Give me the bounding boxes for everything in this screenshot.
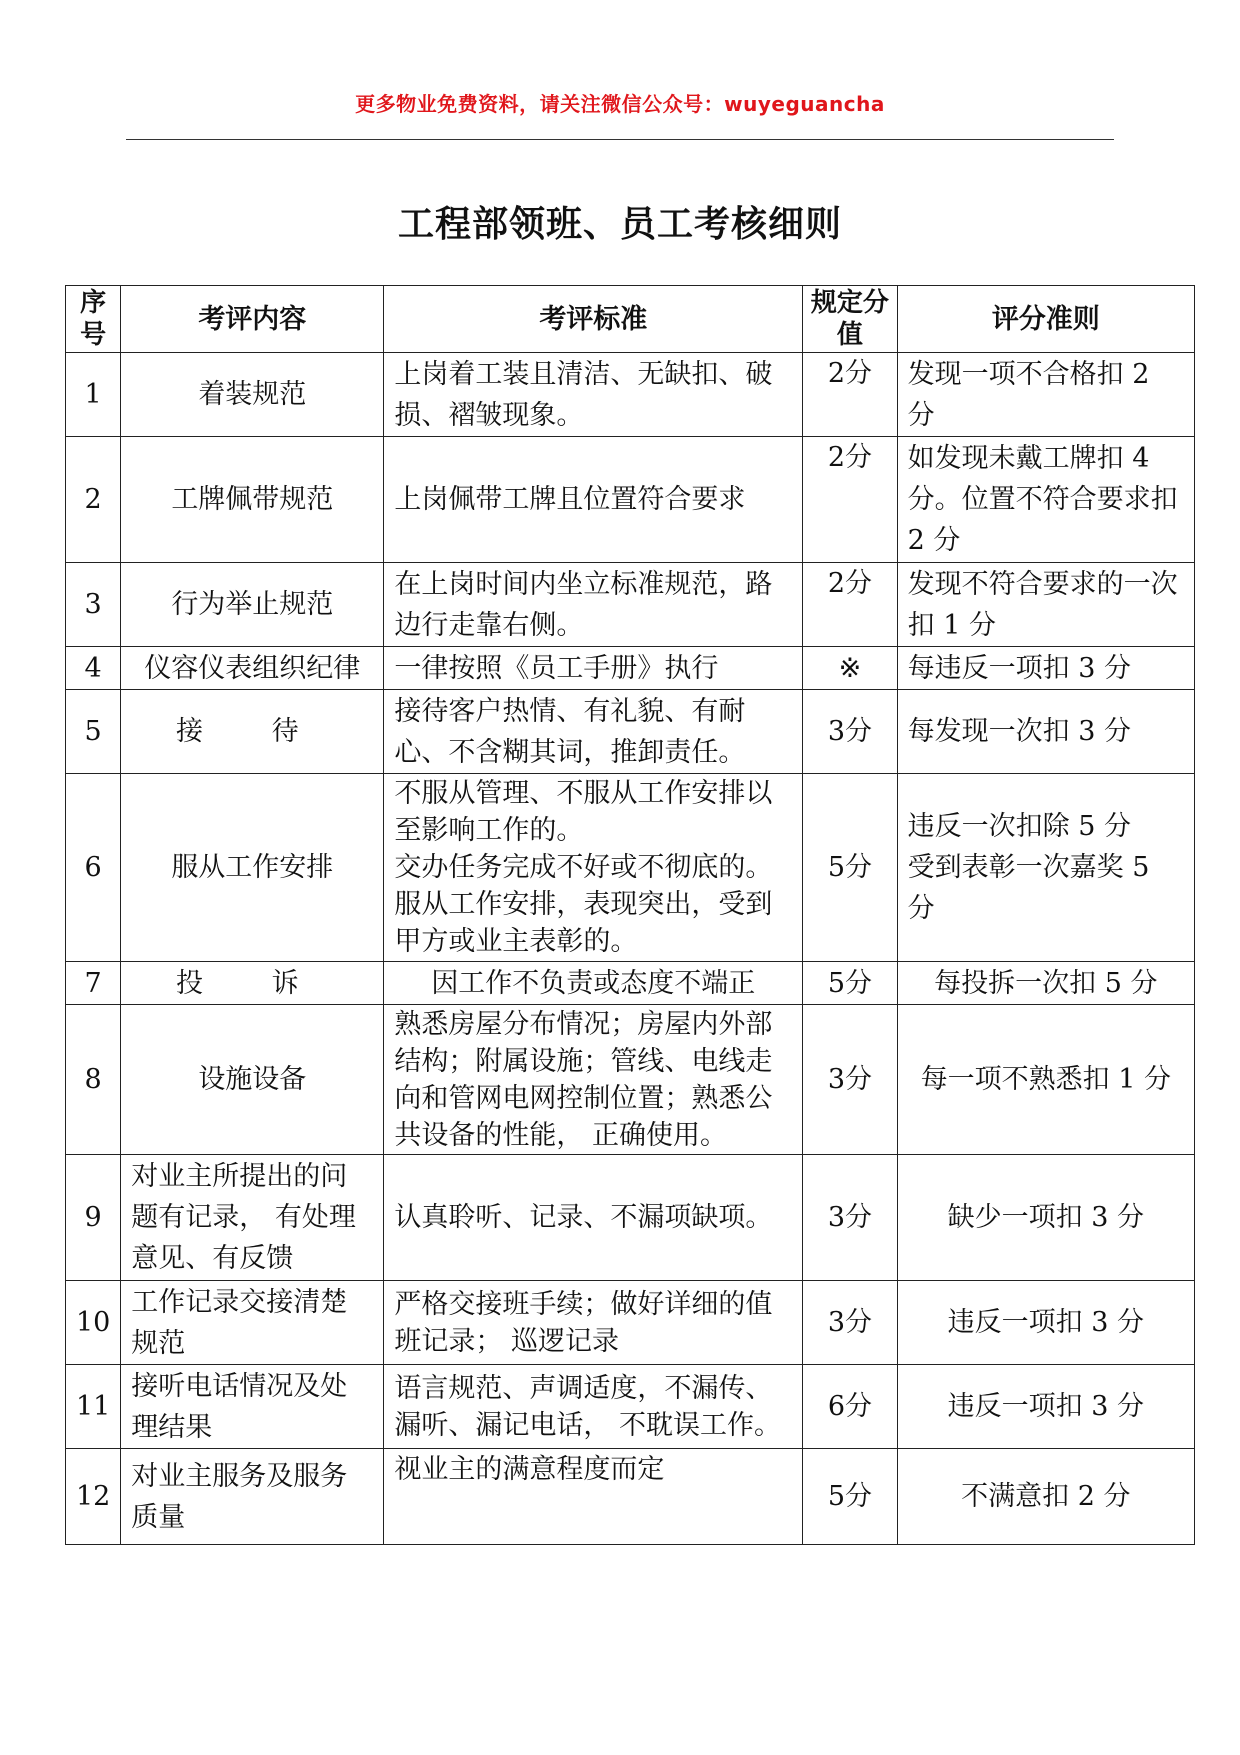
table-row: [66, 647, 1195, 690]
header-item: 考评内容: [121, 286, 384, 353]
cell-standard: 上岗着工装且清洁、无缺扣、破损、褶皱现象。: [384, 353, 803, 437]
cell-score: 2分: [803, 437, 897, 563]
cell-score: ※: [803, 647, 897, 690]
table-row: [66, 690, 1195, 774]
cell-item: 接听电话情况及处理结果: [121, 1365, 384, 1449]
cell-no: 8: [66, 1005, 121, 1155]
cell-no: 5: [66, 690, 121, 774]
cell-no: 7: [66, 962, 121, 1005]
table-row: [66, 437, 1195, 563]
cell-rule: 如发现未戴工牌扣 4 分。位置不符合要求扣 2 分: [897, 437, 1194, 563]
cell-standard: 视业主的满意程度而定: [384, 1449, 803, 1545]
cell-score: 5分: [803, 962, 897, 1005]
cell-score: 3分: [803, 1005, 897, 1155]
cell-rule: 不满意扣 2 分: [897, 1449, 1194, 1545]
cell-score: 3分: [803, 690, 897, 774]
cell-no: 4: [66, 647, 121, 690]
cell-rule: 每发现一次扣 3 分: [897, 690, 1194, 774]
document-title: 工程部领班、员工考核细则: [397, 204, 842, 245]
cell-score: 2分: [803, 353, 897, 437]
table-row: [66, 1281, 1195, 1365]
cell-item: [121, 962, 384, 1005]
cell-standard: 认真聆听、记录、不漏项缺项。: [384, 1155, 803, 1281]
cell-item: 对业主服务及服务质量: [121, 1449, 384, 1545]
header-standard: 考评标准: [384, 286, 803, 353]
cell-item: 着装规范: [121, 353, 384, 437]
cell-item-text: 投 诉: [176, 967, 329, 999]
cell-item: 服从工作安排: [121, 774, 384, 962]
table-row: [66, 1155, 1195, 1281]
header-note: 更多物业免费资料，请关注微信公众号：wuyeguancha: [355, 92, 885, 116]
table-row: [66, 563, 1195, 647]
cell-no: 3: [66, 563, 121, 647]
table-row: [66, 962, 1195, 1005]
cell-rule: 违反一项扣 3 分: [897, 1365, 1194, 1449]
cell-item: 设施设备: [121, 1005, 384, 1155]
cell-rule: 违反一次扣除 5 分 受到表彰一次嘉奖 5 分: [897, 774, 1194, 962]
cell-score: 3分: [803, 1155, 897, 1281]
cell-rule: 违反一项扣 3 分: [897, 1281, 1194, 1365]
cell-no: 9: [66, 1155, 121, 1281]
table-row: [66, 1365, 1195, 1449]
cell-standard: 接待客户热情、有礼貌、有耐心、不含糊其词，推卸责任。: [384, 690, 803, 774]
table-row: [66, 1005, 1195, 1155]
cell-standard: 熟悉房屋分布情况；房屋内外部结构；附属设施；管线、电线走向和管网电网控制位置；熟悉公共设备的性能， 正确使用。: [384, 1005, 803, 1155]
cell-no: 1: [66, 353, 121, 437]
table-row: [66, 1449, 1195, 1545]
table-row: [66, 774, 1195, 962]
cell-item: 对业主所提出的问题有记录， 有处理意见、有反馈: [121, 1155, 384, 1281]
cell-standard: 因工作不负责或态度不端正: [384, 962, 803, 1005]
cell-score: 5分: [803, 1449, 897, 1545]
assessment-table: [65, 285, 1195, 1545]
table-header-row: [66, 286, 1195, 353]
table-row: [66, 353, 1195, 437]
cell-standard: 不服从管理、不服从工作安排以至影响工作的。 交办任务完成不好或不彻底的。 服从工作安排，表现突出，受到甲方或业主表彰的。: [384, 774, 803, 962]
header-rule: [126, 139, 1114, 140]
cell-rule: 每一项不熟悉扣 1 分: [897, 1005, 1194, 1155]
cell-rule: 每违反一项扣 3 分: [897, 647, 1194, 690]
cell-item-text: 接 待: [176, 716, 329, 747]
cell-standard: 严格交接班手续；做好详细的值班记录； 巡逻记录: [384, 1281, 803, 1365]
header-rule: 评分准则: [897, 286, 1194, 353]
cell-score: 5分: [803, 774, 897, 962]
cell-standard: 在上岗时间内坐立标准规范，路边行走靠右侧。: [384, 563, 803, 647]
cell-score: 2分: [803, 563, 897, 647]
cell-standard: 语言规范、声调适度，不漏传、漏听、漏记电话， 不耽误工作。: [384, 1365, 803, 1449]
cell-item: 行为举止规范: [121, 563, 384, 647]
cell-no: 11: [66, 1365, 121, 1449]
cell-item: 仪容仪表组织纪律: [121, 647, 384, 690]
cell-rule: 缺少一项扣 3 分: [897, 1155, 1194, 1281]
cell-no: 10: [66, 1281, 121, 1365]
cell-no: 12: [66, 1449, 121, 1545]
header-no: 序号: [66, 286, 121, 353]
cell-score: 3分: [803, 1281, 897, 1365]
cell-standard: 一律按照《员工手册》执行: [384, 647, 803, 690]
cell-standard: 上岗佩带工牌且位置符合要求: [384, 437, 803, 563]
cell-score: 6分: [803, 1365, 897, 1449]
header-score: 规定分值: [803, 286, 897, 353]
cell-no: 6: [66, 774, 121, 962]
cell-item: 工牌佩带规范: [121, 437, 384, 563]
cell-no: 2: [66, 437, 121, 563]
cell-item: [121, 690, 384, 774]
cell-rule: 发现不符合要求的一次扣 1 分: [897, 563, 1194, 647]
cell-item: 工作记录交接清楚规范: [121, 1281, 384, 1365]
cell-rule: 发现一项不合格扣 2 分: [897, 353, 1194, 437]
cell-rule: 每投拆一次扣 5 分: [897, 962, 1194, 1005]
